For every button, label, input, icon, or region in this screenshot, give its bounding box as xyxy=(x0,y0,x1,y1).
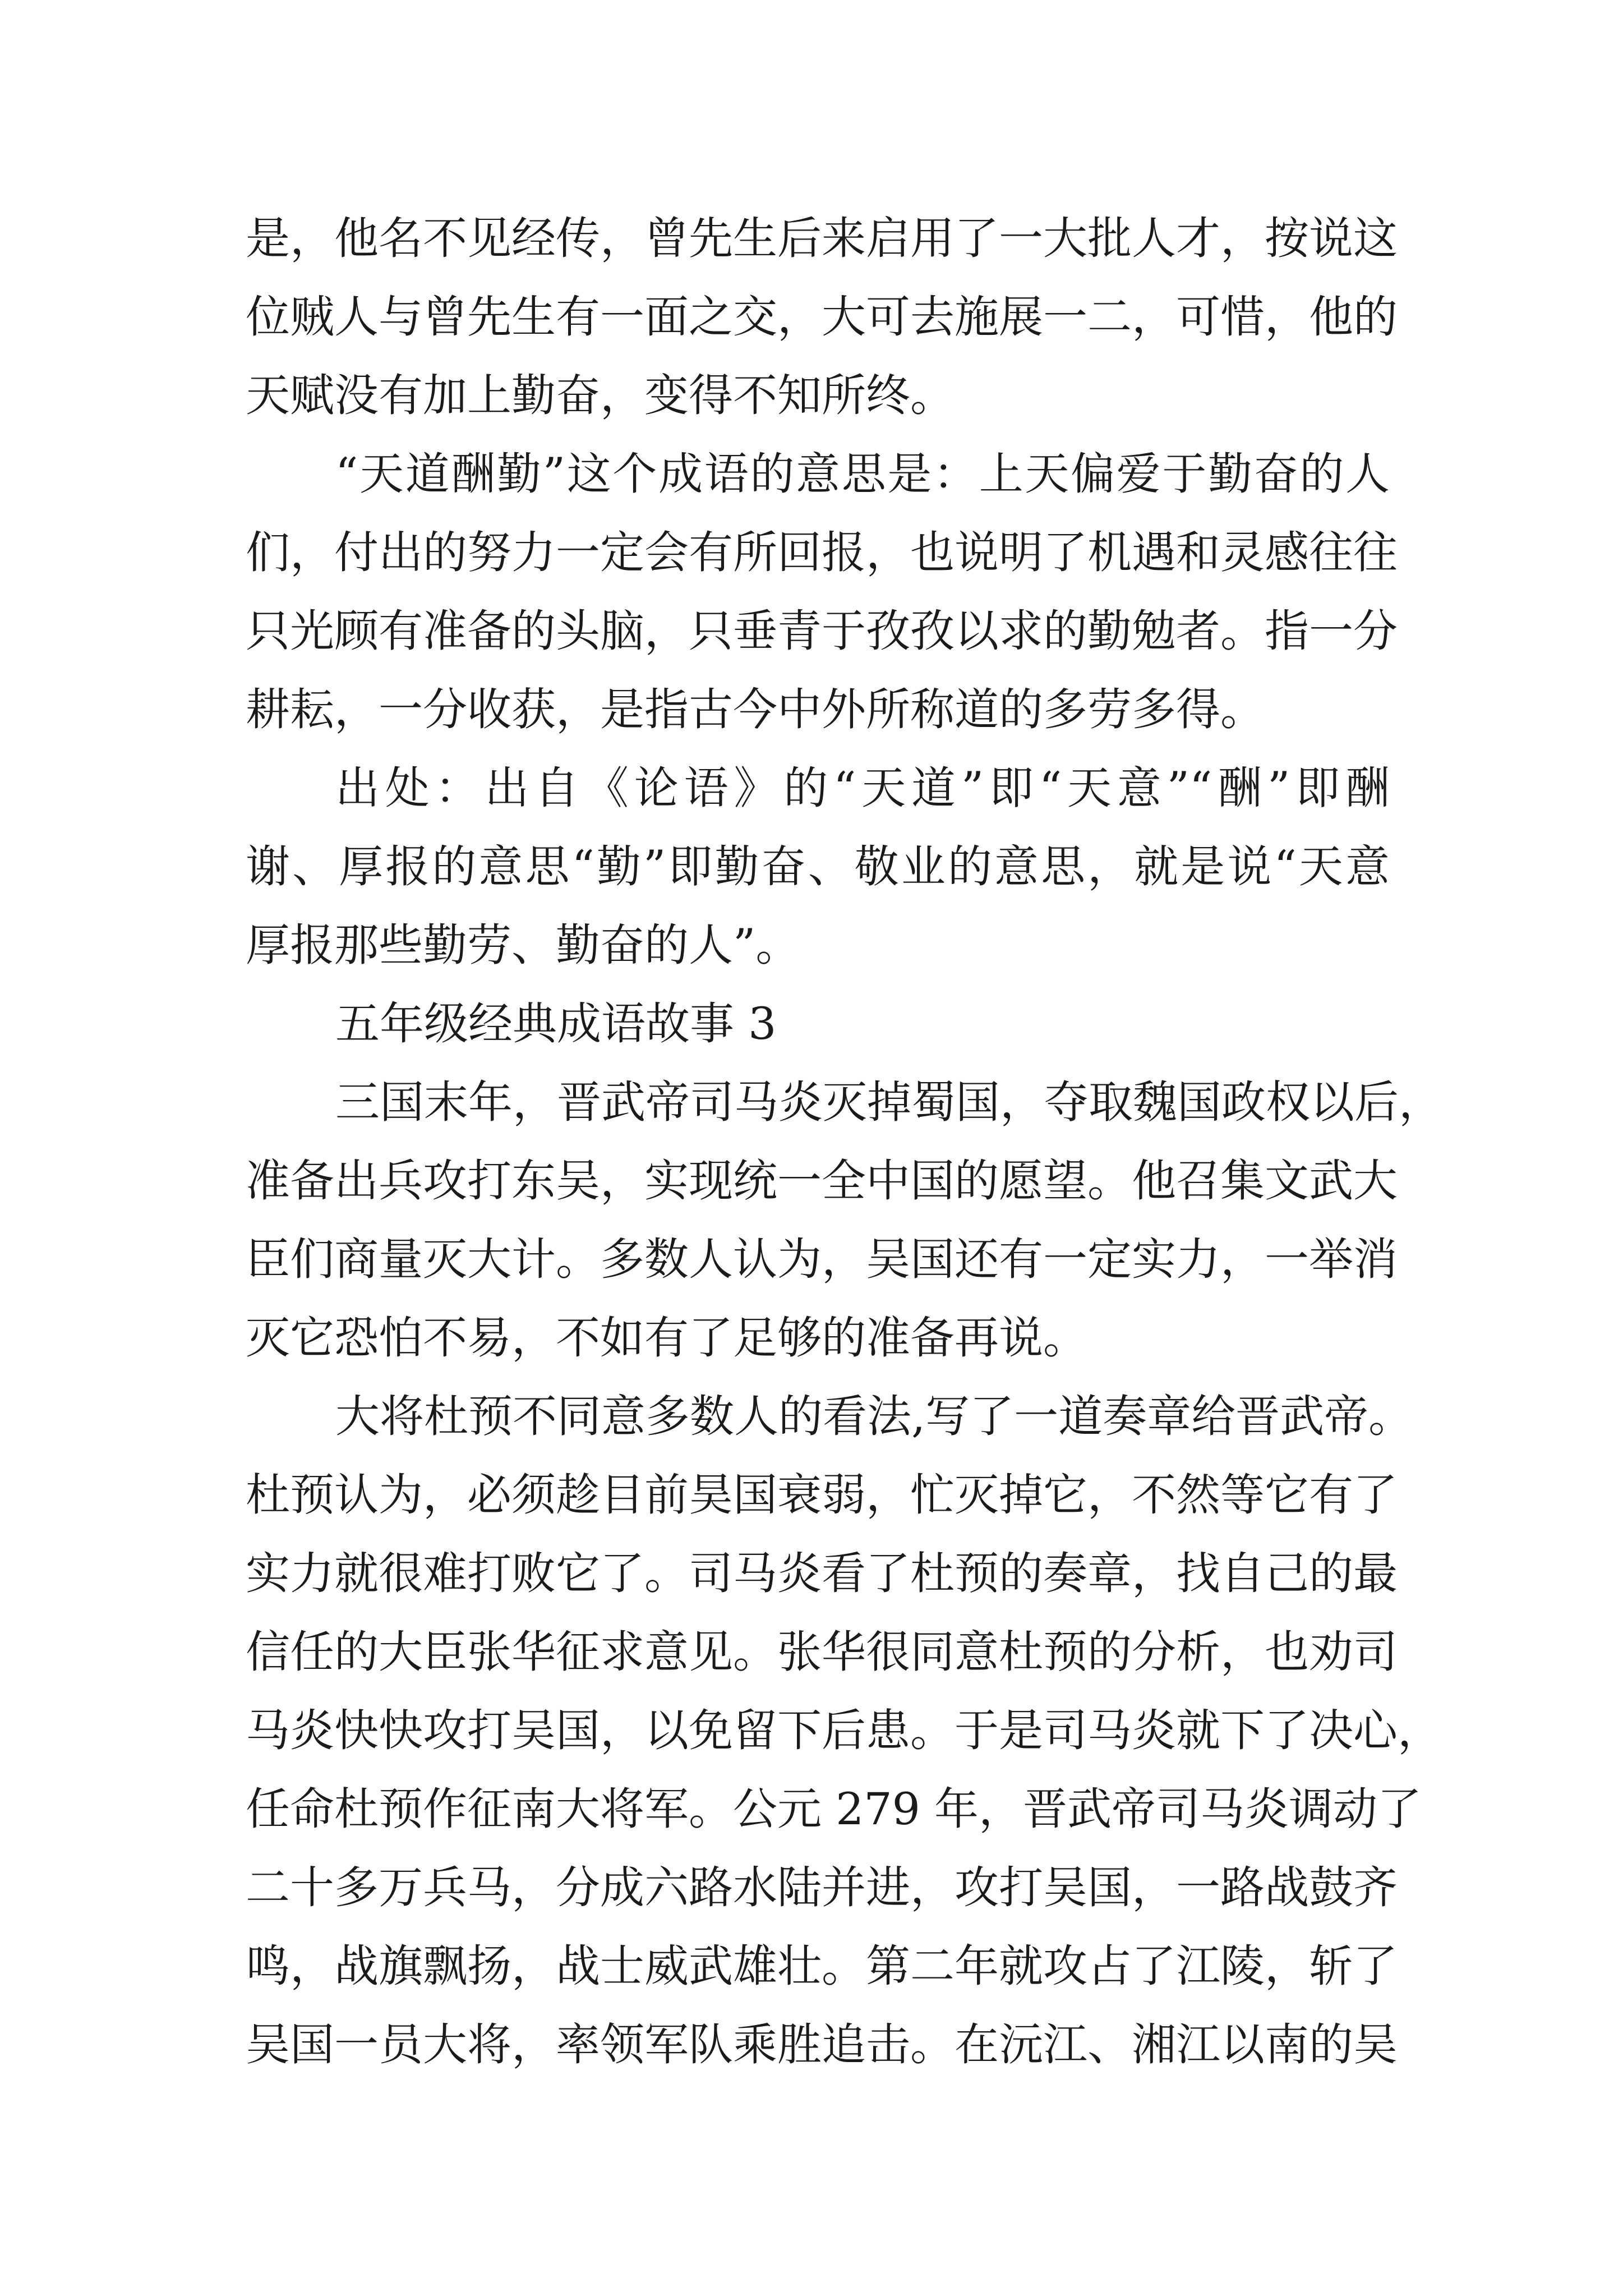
section-heading: 五年级经典成语故事 3 xyxy=(335,998,777,1050)
text-line: 谢、厚报的意思“勤”即勤奋、敬业的意思，就是说“天意 xyxy=(246,841,1390,892)
text-line: 二十多万兵马，分成六路水陆并进，攻打吴国，一路战鼓齐 xyxy=(246,1862,1398,1913)
text-line: 们，付出的努力一定会有所回报，也说明了机遇和灵感往往 xyxy=(246,527,1398,578)
text-line: 任命杜预作征南大将军。公元 279 年，晋武帝司马炎调动了 xyxy=(246,1783,1422,1835)
text-line: 马炎快快攻打吴国，以免留下后患。于是司马炎就下了决心， xyxy=(246,1705,1442,1756)
text-line: 天赋没有加上勤奋，变得不知所终。 xyxy=(246,370,955,421)
text-line: 实力就很难打败它了。司马炎看了杜预的奏章，找自己的最 xyxy=(246,1548,1398,1599)
text-line: 是，他名不见经传，曾先生后来启用了一大批人才，按说这 xyxy=(246,213,1398,264)
text-line: 杜预认为，必须趁目前昊国衰弱，忙灭掉它，不然等它有了 xyxy=(246,1469,1398,1521)
paragraph-first-line: 大将杜预不同意多数人的看法,写了一道奏章给晋武帝。 xyxy=(335,1391,1413,1442)
text-line: 厚报那些勤劳、勤奋的人”。 xyxy=(246,919,800,971)
text-line: 臣们商量灭大计。多数人认为，吴国还有一定实力，一举消 xyxy=(246,1234,1398,1285)
text-line: 耕耘，一分收获，是指古今中外所称道的多劳多得。 xyxy=(246,684,1265,735)
text-line: 信任的大臣张华征求意见。张华很同意杜预的分析，也劝司 xyxy=(246,1626,1398,1678)
text-line: 位贼人与曾先生有一面之交，大可去施展一二，可惜，他的 xyxy=(246,291,1398,343)
text-line: 灭它恐怕不易，不如有了足够的准备再说。 xyxy=(246,1312,1087,1364)
text-line: 只光顾有准备的头脑，只垂青于孜孜以求的勤勉者。指一分 xyxy=(246,605,1398,657)
text-line: 吴国一员大将，率领军队乘胜追击。在沅江、湘江以南的吴 xyxy=(246,2019,1398,2070)
text-line: 准备出兵攻打东吴，实现统一全中国的愿望。他召集文武大 xyxy=(246,1155,1398,1207)
paragraph-first-line: 出处：出自《论语》的“天道”即“天意”“酬”即酬 xyxy=(335,762,1390,814)
text-line: 鸣，战旗飘扬，战士威武雄壮。第二年就攻占了江陵，斩了 xyxy=(246,1940,1398,1992)
paragraph-first-line: 三国末年，晋武帝司马炎灭掉蜀国，夺取魏国政权以后， xyxy=(335,1076,1443,1128)
paragraph-first-line: “天道酬勤”这个成语的意思是：上天偏爱于勤奋的人 xyxy=(335,448,1390,500)
